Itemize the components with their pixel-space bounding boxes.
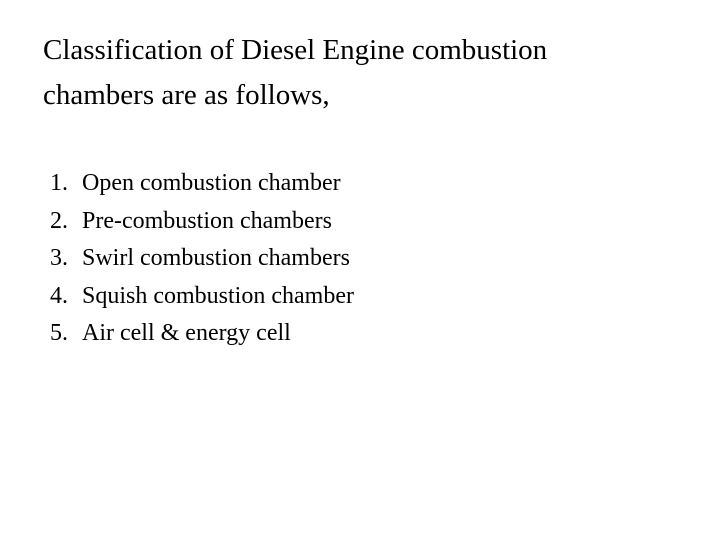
list-item	[0, 165, 354, 203]
list-item-text: Squish combustion chamber	[82, 282, 354, 309]
list-item-number: 3.	[50, 245, 68, 272]
intro-text	[43, 28, 683, 118]
list-item	[0, 240, 354, 278]
intro-line-2: chambers are as follows,	[43, 79, 330, 111]
list-item-text: Swirl combustion chambers	[82, 245, 350, 272]
classification-list	[0, 165, 354, 353]
list-item-number: 4.	[50, 282, 68, 309]
intro-line-1: Classification of Diesel Engine combustion	[43, 34, 548, 66]
list-item-number: 5.	[50, 320, 68, 347]
list-item-text: Air cell & energy cell	[82, 320, 291, 347]
list-item-text: Pre-combustion chambers	[82, 207, 332, 234]
list-item-text: Open combustion chamber	[82, 170, 341, 197]
list-item-number: 1.	[50, 170, 68, 197]
list-item	[0, 203, 354, 241]
list-item	[0, 315, 354, 353]
list-item	[0, 278, 354, 316]
list-item-number: 2.	[50, 207, 68, 234]
